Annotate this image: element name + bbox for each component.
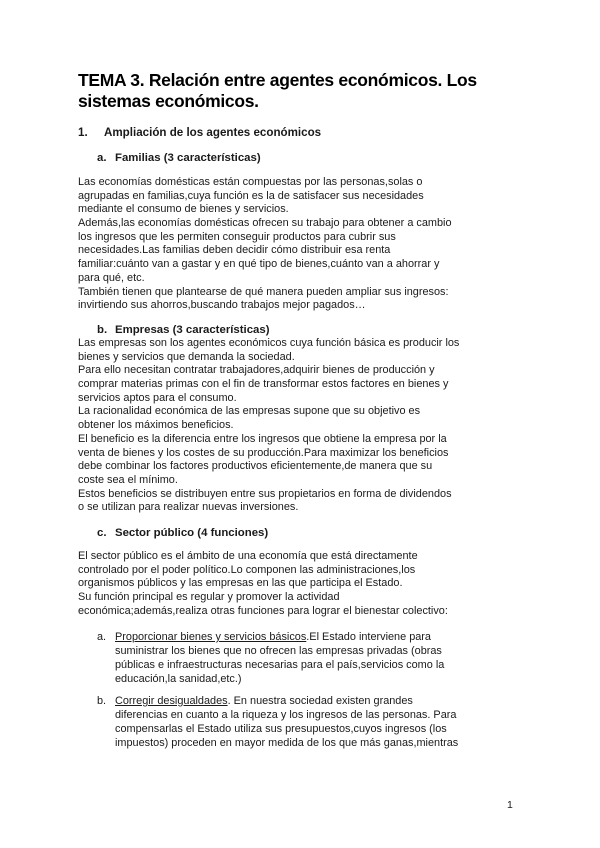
text-fragment: . En nuestra sociedad existen grandes: [227, 695, 413, 707]
subheading-letter: b.: [97, 324, 108, 336]
text-line: bienes y servicios que demanda la sociedad.: [78, 350, 295, 363]
subheading-label: Sector público (4 funciones): [115, 527, 269, 539]
text-line: compensarlas el Estado utiliza sus presupuestos,cuyos ingresos (los: [115, 722, 447, 735]
text-line: debe combinar los factores productivos eficientemente,de manera que su: [78, 460, 433, 473]
text-line: los ingresos que les permiten conseguir productos para cubrir sus: [78, 230, 396, 243]
list-item-letter: a.: [97, 631, 107, 643]
text-line: Estos beneficios se distribuyen entre sus propietarios en forma de dividendos: [78, 487, 452, 500]
text-line: diferencias en cuanto a la riqueza y los ingresos de las personas. Para: [115, 708, 457, 721]
text-line: familiar:cuánto van a gastar y en qué tipo de bienes,cuánto van a ahorrar y: [78, 258, 440, 271]
familias-paragraph: [78, 176, 520, 313]
text-line: suministrar los bienes que no ofrecen las empresas privadas (obras: [115, 644, 442, 657]
text-line: o se utilizan para realizar nuevas inversiones.: [78, 501, 299, 514]
section-heading: [78, 126, 321, 139]
subheading-letter: a.: [97, 152, 107, 164]
text-line: Las economías domésticas están compuestas por las personas,solas o: [78, 176, 423, 188]
empresas-paragraph: [78, 337, 520, 515]
title-line: sistemas económicos.: [78, 91, 259, 111]
text-line: públicas e infraestructuras necesarias para el país,servicios como la: [115, 658, 445, 671]
subheading-label: Empresas (3 características): [115, 324, 270, 336]
text-fragment: .El Estado interviene para: [306, 631, 431, 643]
subheading-familias: [97, 152, 261, 164]
section-number: 1.: [78, 126, 88, 139]
text-line: económica;además,realiza otras funciones para lograr el bienestar colectivo:: [78, 604, 448, 617]
text-line: El sector público es el ámbito de una economía que está directamente: [78, 550, 418, 562]
subheading-empresas: [97, 324, 270, 336]
subheading-letter: c.: [97, 527, 107, 539]
page-number: 1: [507, 799, 513, 811]
text-line: Su función principal es regular y promover la actividad: [78, 591, 340, 604]
text-line: venta de bienes y los costes de su producción.Para maximizar los beneficios: [78, 446, 449, 459]
text-line: agrupadas en familias,cuya función es la de satisfacer sus necesidades: [78, 189, 424, 202]
text-line: mediante el consumo de bienes y servicios.: [78, 203, 289, 216]
text-line: educación,la sanidad,etc.): [115, 672, 242, 685]
title-line: TEMA 3. Relación entre agentes económicos. Los: [78, 70, 477, 90]
page-title: [78, 70, 538, 112]
text-line: servicios aptos para el consumo.: [78, 391, 237, 404]
list-item-letter: b.: [97, 695, 107, 707]
underlined-term: Proporcionar bienes y servicios básicos: [115, 631, 307, 643]
text-line: invirtiendo sus ahorros,buscando trabajos mejor pagados…: [78, 299, 366, 312]
subheading-sector-publico: [97, 527, 268, 539]
text-line: También tienen que plantearse de qué manera pueden ampliar sus ingresos:: [78, 285, 449, 298]
text-line: El beneficio es la diferencia entre los ingresos que obtiene la empresa por la: [78, 432, 447, 445]
text-line: Para ello necesitan contratar trabajadores,adquirir bienes de producción y: [78, 364, 435, 377]
text-line: Además,las economías domésticas ofrecen su trabajo para obtener a cambio: [78, 217, 452, 230]
underlined-term: Corregir desigualdades: [115, 695, 228, 707]
text-line: impuestos) proceden en mayor medida de los que más ganas,mientras: [115, 736, 459, 749]
text-line: coste sea el mínimo.: [78, 473, 178, 486]
text-line: obtener los máximos beneficios.: [78, 419, 234, 432]
section-label: Ampliación de los agentes económicos: [104, 126, 322, 139]
text-line: La racionalidad económica de las empresas supone que su objetivo es: [78, 405, 421, 418]
text-line: organismos públicos y las empresas en las que participa el Estado.: [78, 577, 403, 590]
text-line: comprar materias primas con el fin de transformar estos factores en bienes y: [78, 378, 449, 391]
sector-publico-paragraph: [78, 550, 520, 618]
text-line: Las empresas son los agentes económicos cuya función básica es producir los: [78, 337, 460, 349]
subheading-label: Familias (3 características): [115, 152, 261, 164]
text-line: necesidades.Las familias deben decidir cómo distribuir esa renta: [78, 244, 391, 257]
text-line: controlado por el poder político.Lo componen las administraciones,los: [78, 563, 416, 576]
text-line: para qué, etc.: [78, 271, 145, 284]
